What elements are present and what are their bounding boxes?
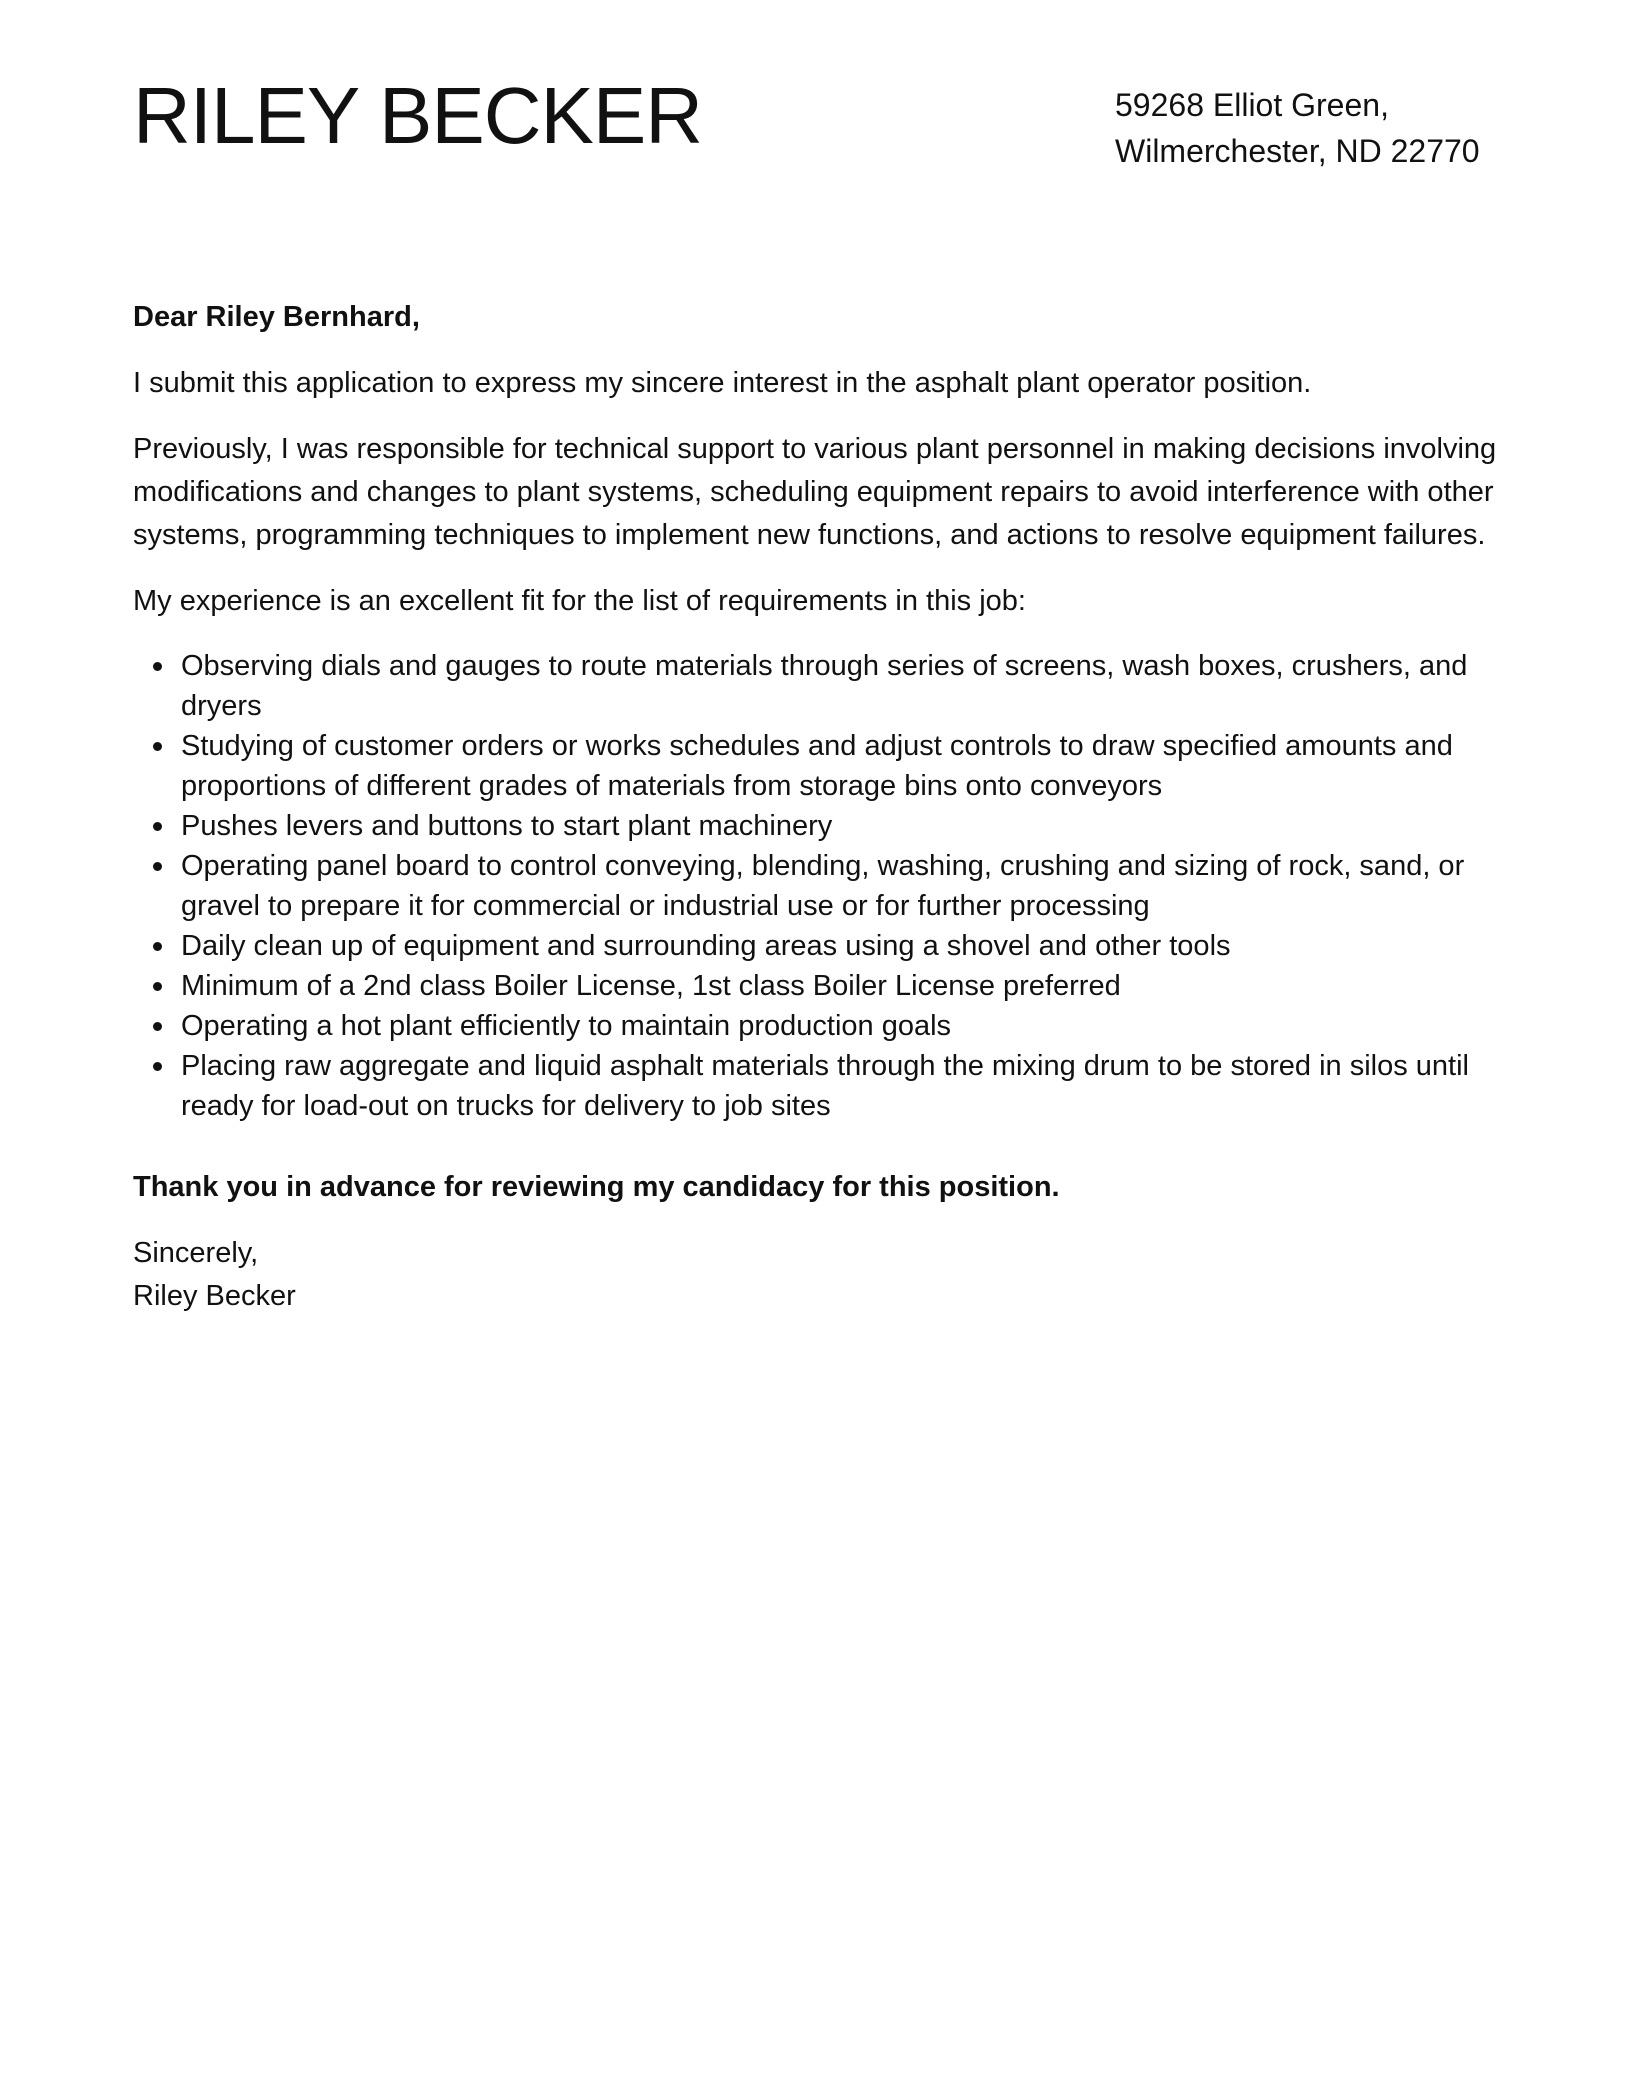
requirement-text: Observing dials and gauges to route materials through series of screens, wash boxes, crushers, and dryers: [181, 650, 1468, 722]
requirement-text: Minimum of a 2nd class Boiler License, 1st class Boiler License preferred: [181, 970, 1121, 1002]
bullet-icon: [153, 1022, 162, 1031]
bullet-icon: [153, 942, 162, 951]
fit-statement: My experience is an excellent fit for the list of requirements in this job:: [133, 585, 1026, 617]
requirement-text: Studying of customer orders or works schedules and adjust controls to draw specified amounts and proportions of different grades of materials from storage bins onto conveyors: [181, 730, 1453, 802]
address-line-1: 59268 Elliot Green,: [1115, 87, 1389, 123]
letter-body: [133, 296, 1503, 1341]
bullet-icon: [153, 822, 162, 831]
bullet-icon: [153, 1062, 162, 1071]
applicant-address: [1115, 82, 1515, 174]
applicant-name: RILEY BECKER: [133, 71, 702, 160]
bullet-icon: [153, 662, 162, 671]
requirement-text: Daily clean up of equipment and surrounding areas using a shovel and other tools: [181, 930, 1231, 962]
list-item: [181, 966, 1503, 1006]
requirements-list: [133, 646, 1503, 1126]
list-item: [181, 726, 1503, 806]
list-item: [181, 646, 1503, 726]
bullet-icon: [153, 742, 162, 751]
signature-name: Riley Becker: [133, 1280, 296, 1312]
list-item: [181, 846, 1503, 926]
closing: Sincerely,: [133, 1237, 259, 1269]
list-item: [181, 1006, 1503, 1046]
requirement-text: Placing raw aggregate and liquid asphalt materials through the mixing drum to be stored in silos until ready for load-out on trucks for delivery to job sites: [181, 1050, 1469, 1122]
intro-paragraph: I submit this application to express my sincere interest in the asphalt plant operator position.: [133, 367, 1312, 399]
list-item: [181, 806, 1503, 846]
requirement-text: Operating a hot plant efficiently to maintain production goals: [181, 1010, 952, 1042]
bullet-icon: [153, 982, 162, 991]
requirement-text: Pushes levers and buttons to start plant machinery: [181, 810, 833, 842]
list-item: [181, 1046, 1503, 1126]
signoff: [133, 1232, 1503, 1318]
bullet-icon: [153, 862, 162, 871]
salutation: Dear Riley Bernhard,: [133, 301, 420, 333]
thanks-line: Thank you in advance for reviewing my candidacy for this position.: [133, 1171, 1060, 1203]
list-item: [181, 926, 1503, 966]
requirement-text: Operating panel board to control conveying, blending, washing, crushing and sizing of rock, sand, or gravel to prepare it for commercial or industrial use or for further processing: [181, 850, 1465, 922]
experience-paragraph: Previously, I was responsible for technical support to various plant personnel in making decisions involving modifications and changes to plant systems, scheduling equipment repairs to avoid interference with other systems, programming techniques to implement new functions, and actions to resolve equipment failures.: [133, 433, 1497, 551]
address-line-2: Wilmerchester, ND 22770: [1115, 133, 1480, 169]
